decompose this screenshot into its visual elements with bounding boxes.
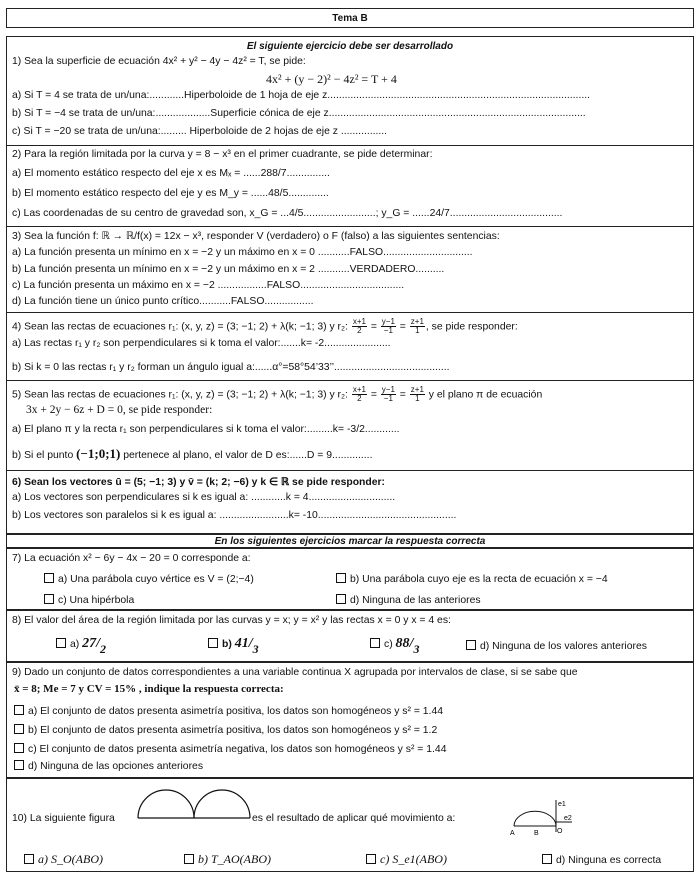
checkbox[interactable]: [370, 638, 380, 648]
q7-option-c-label: c) Una hipérbola: [58, 595, 135, 606]
abo-diagram: [504, 798, 574, 838]
q5-stem: 5) Sean las rectas de ecuaciones r₁: (x, y, z) = (3; −1; 2) + λ(k; −1; 3) y r₂: $\frac{x+1}{2}$ = $\frac{y-1}{-1}$ = $\frac{z+1}{1}$ y el plano π de ecuación: [12, 385, 543, 403]
q1-equation: 4x² + (y − 2)² − 4z² = T + 4: [266, 72, 397, 86]
q2-answer-c: c) Las coordenadas de su centro de gravedad son, x_G = ...4/5.........................; y_G = ......24/7.......................................: [12, 208, 563, 219]
checkbox[interactable]: [184, 854, 194, 864]
divider: [6, 380, 694, 381]
arc-abo: [514, 811, 556, 826]
q1-answer-b: b) Si T = −4 se trata de un/una:...................Superficie cónica de eje z.........................................................................................: [12, 108, 586, 119]
frac-den: −1: [383, 394, 393, 403]
q1-answer-c: c) Si T = −20 se trata de un/una:......... Hiperboloide de 2 hojas de eje z ................: [12, 126, 388, 137]
label-e2: e2: [564, 815, 572, 822]
q9-stem-2: x̄ = 8; Me = 7 y CV = 15% , indique la respuesta correcta:: [14, 683, 284, 695]
q10-option-c[interactable]: [366, 852, 447, 867]
q1-answer-a: a) Si T = 4 se trata de un/una:............Hiperboloide de 1 hoja de eje z...........................................................................................: [12, 90, 590, 101]
q4-stem-post: , se pide responder:: [425, 321, 518, 333]
q10-option-b-label: b) T_AO(ABO): [198, 852, 271, 866]
q4-answer-b: b) Si k = 0 las rectas r₁ y r₂ forman un ángulo igual a:......α°=58°54’33’’........................................: [12, 362, 450, 373]
q7-option-a-label: a) Una parábola cuyo vértice es V = (2;−4): [58, 574, 254, 585]
fraction: [352, 386, 367, 403]
fraction: [410, 386, 425, 403]
q2-stem: 2) Para la región limitada por la curva y = 8 − x³ en el primer cuadrante, se pide determinar:: [12, 149, 433, 160]
q2-answer-a: a) El momento estático respecto del eje x es Mₓ = ......288/7...............: [12, 168, 330, 179]
arcs-figure: [134, 784, 254, 824]
q5-b-post: pertenece al plano, el valor de D es:......D = 9..............: [120, 450, 373, 461]
q5-answer-b: [12, 446, 372, 462]
fraction: [410, 318, 425, 335]
label-a: A: [510, 830, 515, 837]
checkbox[interactable]: [14, 705, 24, 715]
q8-b-den: 3: [252, 642, 259, 656]
frac-den: 2: [357, 326, 362, 335]
q7-option-c[interactable]: [44, 594, 134, 606]
q4-answer-a: a) Las rectas r₁ y r₂ son perpendiculares si k toma el valor:.......k= -2.......................: [12, 338, 391, 349]
q5-stem-2: 3x + 2y − 6z + D = 0, se pide responder:: [26, 404, 213, 416]
q9-option-a-label: a) El conjunto de datos presenta asimetría positiva, los datos son homogéneos y s² = 1.44: [28, 706, 444, 717]
divider: [6, 226, 694, 227]
q6-stem: 6) Sean los vectores ū = (5; −1; 3) y v̄ = (k; 2; −6) y k ∈ ℝ se pide responder:: [12, 477, 386, 488]
q3-answer-a: a) La función presenta un mínimo en x = −2 y un máximo en x = 0 ...........FALSO...............................: [12, 247, 473, 258]
frac-num: x+1: [352, 385, 366, 394]
frac-den: −1: [383, 326, 393, 335]
section-2-heading: En los siguientes ejercicios marcar la respuesta correcta: [214, 536, 486, 547]
fraction: [381, 386, 396, 403]
q10-option-b[interactable]: [184, 852, 271, 867]
frac-den: 1: [415, 326, 420, 335]
q9-option-c[interactable]: [14, 743, 446, 755]
q7-stem: 7) La ecuación x² − 6y − 4x − 20 = 0 corresponde a:: [12, 553, 251, 564]
section-1-heading: El siguiente ejercicio debe ser desarrollado: [246, 41, 454, 52]
q4-stem: 4) Sean las rectas de ecuaciones r₁: (x, y, z) = (3; −1; 2) + λ(k; −1; 3) y r₂: $\frac{x+1}{2}$ = $\frac{y-1}{-1}$ = $\frac{z+1}{1}$ , se pide responder:: [12, 317, 518, 335]
q5-b-pre: b) Si el punto: [12, 450, 77, 461]
q8-option-b-label: b): [222, 639, 232, 650]
q6-answer-b: b) Los vectores son paralelos si k es igual a: ........................k= -10................................................: [12, 510, 457, 521]
q5-stem-text: 5) Sean las rectas de ecuaciones r₁: (x, y, z) = (3; −1; 2) + λ(k; −1; 3) y r₂:: [12, 389, 351, 401]
frac-num: y−1: [381, 385, 395, 394]
q7-option-d-label: d) Ninguna de las anteriores: [350, 595, 481, 606]
q8-option-c[interactable]: c) 88/3: [370, 636, 419, 657]
q8-option-d[interactable]: [466, 640, 647, 652]
q8-c-den: 3: [413, 642, 420, 656]
q7-option-a[interactable]: [44, 573, 254, 585]
checkbox[interactable]: [44, 573, 54, 583]
q4-stem-text: 4) Sean las rectas de ecuaciones r₁: (x, y, z) = (3; −1; 2) + λ(k; −1; 3) y r₂:: [12, 321, 351, 333]
frac-den: 1: [415, 394, 420, 403]
q8-option-c-label: c): [384, 639, 393, 650]
checkbox[interactable]: [542, 854, 552, 864]
checkbox[interactable]: [56, 638, 66, 648]
label-b: B: [534, 830, 539, 837]
q10-stem: 10) La siguiente figura: [12, 813, 115, 824]
q9-option-d-label: d) Ninguna de las opciones anteriores: [28, 761, 204, 772]
q8-stem: 8) El valor del área de la región limitada por las curvas y = x; y = x² y las rectas x = 0 y x = 4 es:: [12, 615, 451, 626]
q10-option-d-label: d) Ninguna es correcta: [556, 855, 662, 866]
checkbox[interactable]: [336, 594, 346, 604]
q10-option-c-label: c) S_e1(ABO): [380, 852, 447, 866]
q8-c-num: 88: [395, 636, 410, 651]
q2-answer-b: b) El momento estático respecto del eje y es M_y = ......48/5..............: [12, 188, 329, 199]
q8-option-b[interactable]: b) 41/3: [208, 636, 259, 657]
checkbox[interactable]: [14, 760, 24, 770]
q8-option-a-label: a): [70, 639, 80, 650]
frac-num: x+1: [352, 317, 366, 326]
checkbox[interactable]: [24, 854, 34, 864]
frac-num: y−1: [381, 317, 395, 326]
q5-answer-a: a) El plano π y la recta r₁ son perpendiculares si k toma el valor:.........k= -3/2............: [12, 424, 400, 435]
checkbox[interactable]: [14, 724, 24, 734]
q8-b-num: 41: [234, 636, 249, 651]
q9-option-a[interactable]: [14, 705, 443, 717]
arc-right: [194, 790, 250, 818]
q9-option-b[interactable]: [14, 724, 437, 736]
q9-option-d[interactable]: [14, 760, 203, 772]
fraction: [381, 318, 396, 335]
frac-den: 2: [357, 394, 362, 403]
q7-option-b-label: b) Una parábola cuyo eje es la recta de ecuación x = −4: [350, 574, 608, 585]
q8-a-num: 27: [82, 636, 97, 651]
label-e1: e1: [558, 801, 566, 808]
q3-stem: 3) Sea la función f: ℝ → ℝ/f(x) = 12x − x³, responder V (verdadero) o F (falso) a las siguientes sentencias:: [12, 231, 500, 242]
frac-num: z+1: [410, 317, 424, 326]
checkbox[interactable]: [14, 743, 24, 753]
divider: [6, 470, 694, 471]
checkbox[interactable]: [44, 594, 54, 604]
checkbox[interactable]: [208, 638, 218, 648]
q3-answer-b: b) La función presenta un mínimo en x = −2 y un máximo en x = 2 ...........VERDADERO..........: [12, 264, 445, 275]
q8-option-a[interactable]: a) 27/2: [56, 636, 106, 657]
q10-option-d[interactable]: [542, 854, 661, 866]
q10-option-a-label: a) S_O(ABO): [38, 852, 103, 866]
q3-answer-c: c) La función presenta un máximo en x = −2 .................FALSO....................................: [12, 280, 405, 291]
checkbox[interactable]: [336, 573, 346, 583]
q5-b-point: (−1;0;1): [76, 446, 121, 461]
frac-num: z+1: [410, 385, 424, 394]
q5-stem-post: y el plano π de ecuación: [425, 389, 543, 401]
q10-stem-post: es el resultado de aplicar qué movimiento a:: [252, 813, 456, 824]
label-o: O: [557, 828, 563, 835]
q6-answer-a: a) Los vectores son perpendiculares si k es igual a: ............k = 4..............................: [12, 492, 396, 503]
q9-option-b-label: b) El conjunto de datos presenta asimetría positiva, los datos son homogéneos y s² = 1.2: [28, 725, 438, 736]
q8-a-den: 2: [100, 642, 107, 656]
q10-option-a[interactable]: [24, 852, 103, 867]
page-title: Tema B: [332, 13, 368, 24]
checkbox[interactable]: [466, 640, 476, 650]
q8-option-d-label: d) Ninguna de los valores anteriores: [480, 641, 647, 652]
header-box: [6, 8, 694, 28]
fraction: [352, 318, 367, 335]
divider: [6, 145, 694, 146]
q1-stem: 1) Sea la superficie de ecuación 4x² + y² − 4y − 4z² = T, se pide:: [12, 56, 306, 67]
q9-stem: 9) Dado un conjunto de datos correspondientes a una variable continua X agrupada por intervalos de clase, si se sabe que: [12, 667, 578, 678]
q7-option-d[interactable]: [336, 594, 481, 606]
divider: [6, 312, 694, 313]
checkbox[interactable]: [366, 854, 376, 864]
q3-answer-d: d) La función tiene un único punto crítico...........FALSO.................: [12, 296, 314, 307]
q9-option-c-label: c) El conjunto de datos presenta asimetría negativa, los datos son homogéneos y s² = 1.44: [28, 744, 447, 755]
arc-left: [138, 790, 194, 818]
q7-option-b[interactable]: [336, 573, 608, 585]
